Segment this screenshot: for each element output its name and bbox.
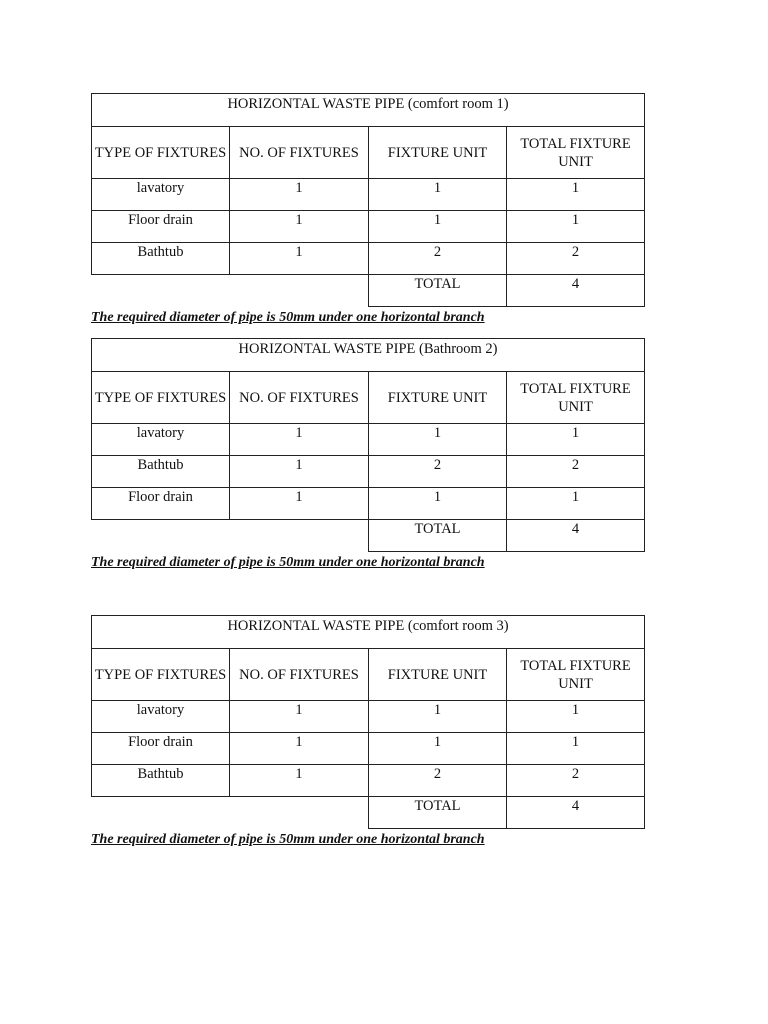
diameter-note: The required diameter of pipe is 50mm under one horizontal branch	[91, 555, 485, 570]
total-row	[92, 520, 645, 552]
fixture-count-cell: 1	[230, 179, 369, 211]
fixture-type-cell: Floor drain	[92, 488, 230, 520]
fixture-table	[91, 615, 645, 829]
total-value: 4	[507, 797, 645, 829]
table-title: HORIZONTAL WASTE PIPE (comfort room 3)	[92, 616, 645, 649]
fixture-count-cell: 1	[230, 424, 369, 456]
fixture-type-cell: Floor drain	[92, 733, 230, 765]
column-header-type: TYPE OF FIXTURES	[92, 127, 230, 179]
fixture-count-cell: 1	[230, 211, 369, 243]
fixture-type-cell: Floor drain	[92, 211, 230, 243]
fixture-type-cell: Bathtub	[92, 765, 230, 797]
table-row	[92, 765, 645, 797]
empty-cell	[92, 797, 230, 829]
waste-pipe-section-1	[91, 93, 644, 327]
fixture-total-cell: 1	[507, 733, 645, 765]
column-header-unit: FIXTURE UNIT	[369, 127, 507, 179]
fixture-table	[91, 338, 645, 552]
fixture-unit-cell: 1	[369, 733, 507, 765]
fixture-total-cell: 2	[507, 765, 645, 797]
table-title: HORIZONTAL WASTE PIPE (comfort room 1)	[92, 94, 645, 127]
total-value: 4	[507, 520, 645, 552]
fixture-type-cell: lavatory	[92, 179, 230, 211]
fixture-table	[91, 93, 645, 307]
fixture-total-cell: 1	[507, 424, 645, 456]
waste-pipe-section-3	[91, 615, 644, 849]
fixture-type-cell: lavatory	[92, 424, 230, 456]
total-label: TOTAL	[369, 797, 507, 829]
empty-cell	[230, 275, 369, 307]
fixture-unit-cell: 1	[369, 211, 507, 243]
fixture-total-cell: 1	[507, 179, 645, 211]
table-row	[92, 733, 645, 765]
fixture-type-cell: lavatory	[92, 701, 230, 733]
table-row	[92, 179, 645, 211]
fixture-count-cell: 1	[230, 488, 369, 520]
fixture-unit-cell: 2	[369, 456, 507, 488]
column-header-count: NO. OF FIXTURES	[230, 127, 369, 179]
diameter-note: The required diameter of pipe is 50mm under one horizontal branch	[91, 832, 485, 847]
empty-cell	[230, 520, 369, 552]
fixture-type-cell: Bathtub	[92, 243, 230, 275]
fixture-count-cell: 1	[230, 243, 369, 275]
column-header-unit: FIXTURE UNIT	[369, 649, 507, 701]
column-header-unit: FIXTURE UNIT	[369, 372, 507, 424]
fixture-count-cell: 1	[230, 765, 369, 797]
total-row	[92, 797, 645, 829]
fixture-total-cell: 1	[507, 211, 645, 243]
column-header-type: TYPE OF FIXTURES	[92, 372, 230, 424]
fixture-unit-cell: 2	[369, 765, 507, 797]
fixture-unit-cell: 2	[369, 243, 507, 275]
column-header-total: TOTAL FIXTURE UNIT	[507, 127, 645, 179]
column-header-type: TYPE OF FIXTURES	[92, 649, 230, 701]
table-row	[92, 211, 645, 243]
table-row	[92, 424, 645, 456]
waste-pipe-section-2	[91, 338, 644, 572]
fixture-unit-cell: 1	[369, 701, 507, 733]
fixture-total-cell: 1	[507, 701, 645, 733]
column-header-count: NO. OF FIXTURES	[230, 649, 369, 701]
fixture-total-cell: 2	[507, 456, 645, 488]
fixture-type-cell: Bathtub	[92, 456, 230, 488]
table-row	[92, 701, 645, 733]
table-row	[92, 488, 645, 520]
empty-cell	[230, 797, 369, 829]
column-header-total: TOTAL FIXTURE UNIT	[507, 372, 645, 424]
fixture-count-cell: 1	[230, 733, 369, 765]
fixture-total-cell: 1	[507, 488, 645, 520]
table-row	[92, 456, 645, 488]
empty-cell	[92, 275, 230, 307]
column-header-total: TOTAL FIXTURE UNIT	[507, 649, 645, 701]
total-row	[92, 275, 645, 307]
diameter-note: The required diameter of pipe is 50mm under one horizontal branch	[91, 310, 485, 325]
total-value: 4	[507, 275, 645, 307]
total-label: TOTAL	[369, 520, 507, 552]
column-header-count: NO. OF FIXTURES	[230, 372, 369, 424]
table-title: HORIZONTAL WASTE PIPE (Bathroom 2)	[92, 339, 645, 372]
fixture-count-cell: 1	[230, 456, 369, 488]
fixture-count-cell: 1	[230, 701, 369, 733]
fixture-unit-cell: 1	[369, 424, 507, 456]
empty-cell	[92, 520, 230, 552]
table-row	[92, 243, 645, 275]
fixture-unit-cell: 1	[369, 179, 507, 211]
fixture-total-cell: 2	[507, 243, 645, 275]
fixture-unit-cell: 1	[369, 488, 507, 520]
total-label: TOTAL	[369, 275, 507, 307]
